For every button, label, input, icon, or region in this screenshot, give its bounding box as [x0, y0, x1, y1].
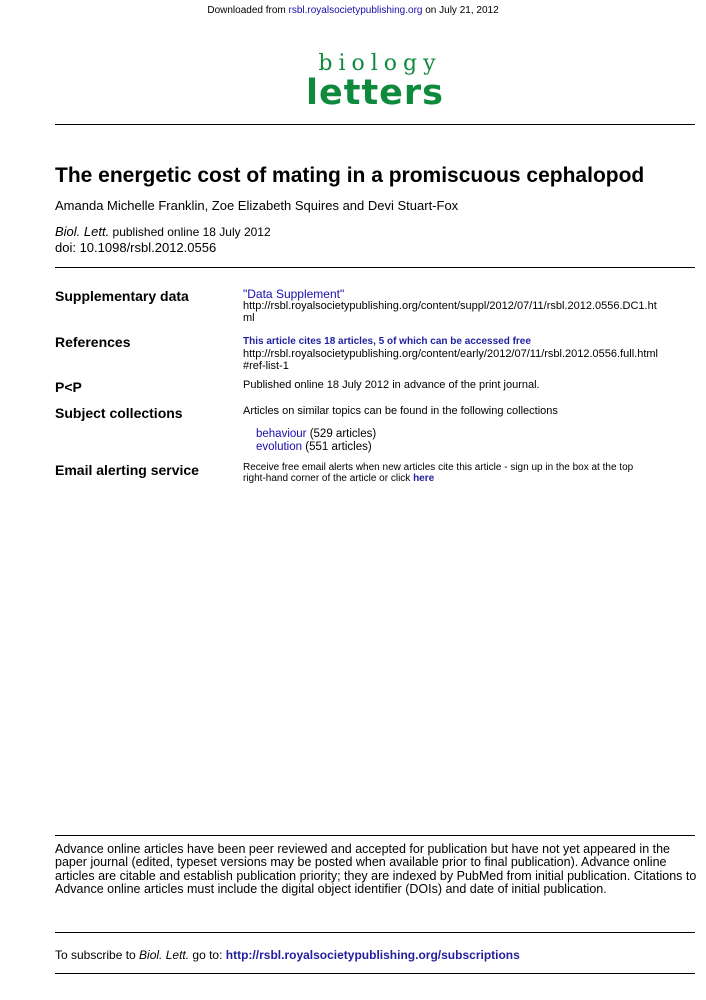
email-alerting-text [243, 462, 695, 484]
subject-collections-text: Articles on similar topics can be found in the following collections [243, 405, 558, 417]
subscriptions-link[interactable]: http://rsbl.royalsocietypublishing.org/subscriptions [225, 948, 520, 962]
header-divider [55, 124, 695, 125]
footer-divider-middle [55, 932, 695, 933]
references-value [243, 335, 695, 372]
references-url-line1: http://rsbl.royalsocietypublishing.org/content/early/2012/07/11/rsbl.2012.0556.full.html [243, 348, 658, 360]
subscribe-prefix: To subscribe to [55, 948, 140, 962]
collection-link-behaviour[interactable]: behaviour [256, 428, 307, 440]
references-url-line2: #ref-list-1 [243, 360, 289, 372]
pp-label: P<P [55, 379, 82, 395]
footer-divider-top [55, 835, 695, 836]
supplementary-value [243, 288, 695, 324]
collection-item-evolution [256, 441, 376, 454]
download-notice [0, 5, 706, 16]
supplementary-url-line2: ml [243, 312, 255, 324]
collection-count-evolution: (551 articles) [302, 440, 372, 453]
download-suffix: on July 21, 2012 [422, 5, 499, 16]
subject-collections-label: Subject collections [55, 405, 183, 421]
email-alerting-line1: Receive free email alerts when new articles cite this article - sign up in the box at the top [243, 462, 634, 473]
subscribe-line [55, 948, 520, 962]
collection-item-behaviour [256, 428, 376, 441]
article-divider [55, 267, 695, 268]
article-doi: doi: 10.1098/rsbl.2012.0556 [55, 240, 217, 255]
subscribe-journal: Biol. Lett. [139, 948, 190, 962]
supplementary-label: Supplementary data [55, 288, 189, 304]
email-alerting-label: Email alerting service [55, 462, 199, 478]
article-authors: Amanda Michelle Franklin, Zoe Elizabeth Squires and Devi Stuart-Fox [55, 198, 459, 213]
email-alert-here-link[interactable]: here [413, 473, 435, 484]
supplementary-url-line1: http://rsbl.royalsocietypublishing.org/content/suppl/2012/07/11/rsbl.2012.0556.DC1.ht [243, 300, 657, 312]
collection-count-behaviour: (529 articles) [306, 428, 377, 440]
journal-logo [300, 51, 450, 113]
download-site-link[interactable]: rsbl.royalsocietypublishing.org [288, 5, 423, 16]
advance-online-notice: Advance online articles have been peer reviewed and accepted for publication but have not yet appeared in the paper journal (edited, typeset versions may be posted when available prior to final publication). Advance online articles are citable and establish publication priority; they are indexed by PubMed from initial publication. Citations to Advance online articles must include the digital object identifier (DOIs) and date of initial publication. [55, 842, 697, 896]
journal-name: Biol. Lett. [55, 224, 110, 239]
data-supplement-link[interactable]: "Data Supplement" [243, 287, 345, 301]
published-date: published online 18 July 2012 [109, 225, 271, 239]
article-citation [55, 224, 271, 255]
subject-collections-list [256, 428, 376, 453]
footer-divider-bottom [55, 973, 695, 974]
logo-word-letters: letters [305, 73, 445, 113]
references-cites-link[interactable]: This article cites 18 articles, 5 of which can be accessed free [243, 336, 531, 347]
download-prefix: Downloaded from [207, 5, 289, 16]
subscribe-middle: go to: [189, 948, 226, 962]
logo-word-biology: biology [318, 51, 442, 76]
pp-text: Published online 18 July 2012 in advance of the print journal. [243, 379, 540, 391]
references-label: References [55, 334, 131, 350]
collection-link-evolution[interactable]: evolution [256, 440, 303, 453]
email-alerting-line2: right-hand corner of the article or click [243, 473, 414, 484]
article-title: The energetic cost of mating in a promiscuous cephalopod [55, 164, 645, 187]
